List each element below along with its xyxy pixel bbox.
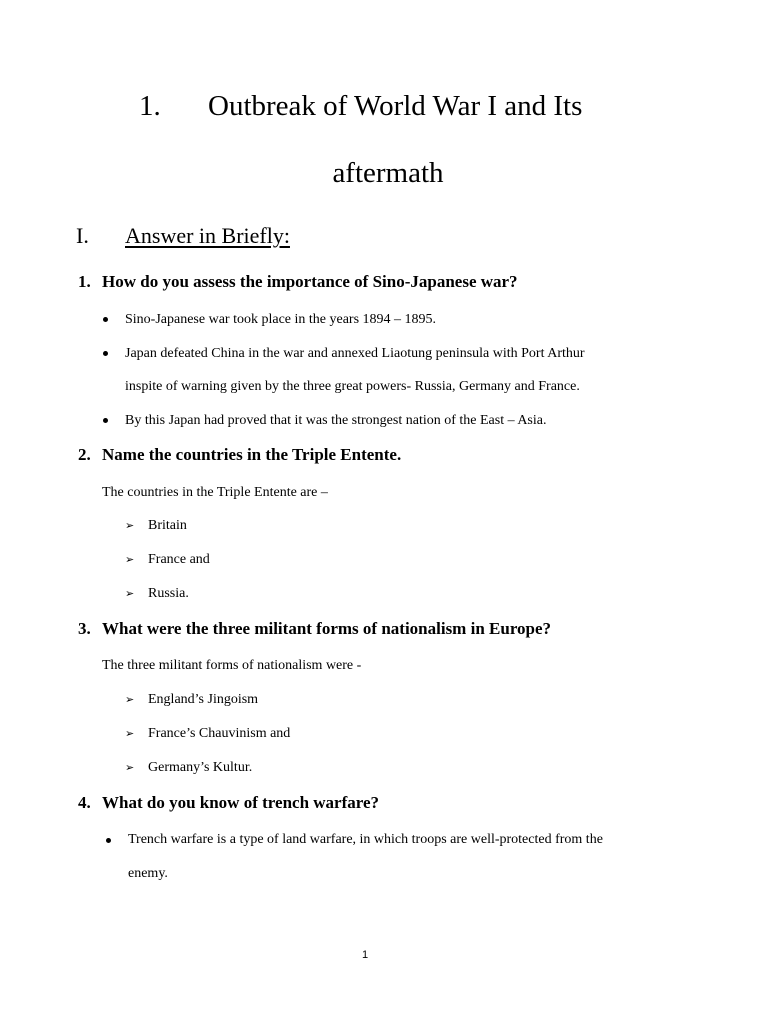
page-title: Outbreak of World War I and Its xyxy=(208,90,583,122)
list-item-continuation: enemy. xyxy=(128,866,168,881)
bullet-icon xyxy=(103,418,108,423)
list-item: Germany’s Kultur. xyxy=(148,760,253,775)
arrow-bullet-icon: ➢ xyxy=(125,519,135,532)
page-number: 1 xyxy=(361,949,369,961)
list-item: Trench warfare is a type of land warfare, in which troops are well-protected from the xyxy=(128,832,603,847)
bullet-icon xyxy=(103,351,108,356)
title-number: 1. xyxy=(139,90,161,122)
list-item: France’s Chauvinism and xyxy=(148,726,291,741)
arrow-bullet-icon: ➢ xyxy=(125,553,135,566)
answer-intro: The three militant forms of nationalism were - xyxy=(102,658,362,673)
arrow-bullet-icon: ➢ xyxy=(125,761,135,774)
list-item: Russia. xyxy=(148,586,189,601)
question-text: Name the countries in the Triple Entente. xyxy=(102,445,402,464)
section-heading: Answer in Briefly: xyxy=(125,223,290,248)
answer-intro: The countries in the Triple Entente are – xyxy=(102,485,328,500)
list-item: Sino-Japanese war took place in the years 1894 – 1895. xyxy=(125,312,437,327)
question-text: How do you assess the importance of Sino-Japanese war? xyxy=(102,272,518,291)
list-item: France and xyxy=(148,552,210,567)
arrow-bullet-icon: ➢ xyxy=(125,727,135,740)
question-number: 4. xyxy=(78,793,91,812)
bullet-icon xyxy=(103,317,108,322)
list-item: England’s Jingoism xyxy=(148,692,259,707)
question-number: 2. xyxy=(78,445,91,464)
question-number: 3. xyxy=(78,619,91,638)
question-text: What were the three militant forms of nationalism in Europe? xyxy=(102,619,552,638)
list-item-continuation: inspite of warning given by the three great powers- Russia, Germany and France. xyxy=(125,379,580,394)
question-text: What do you know of trench warfare? xyxy=(102,793,380,812)
arrow-bullet-icon: ➢ xyxy=(125,693,135,706)
arrow-bullet-icon: ➢ xyxy=(125,587,135,600)
question-number: 1. xyxy=(78,272,91,291)
list-item: By this Japan had proved that it was the strongest nation of the East – Asia. xyxy=(125,413,547,428)
page-title-continued: aftermath xyxy=(332,157,444,189)
list-item: Japan defeated China in the war and annexed Liaotung peninsula with Port Arthur xyxy=(125,346,585,361)
bullet-icon xyxy=(106,838,111,843)
section-number: I. xyxy=(76,223,89,248)
list-item: Britain xyxy=(148,518,187,533)
